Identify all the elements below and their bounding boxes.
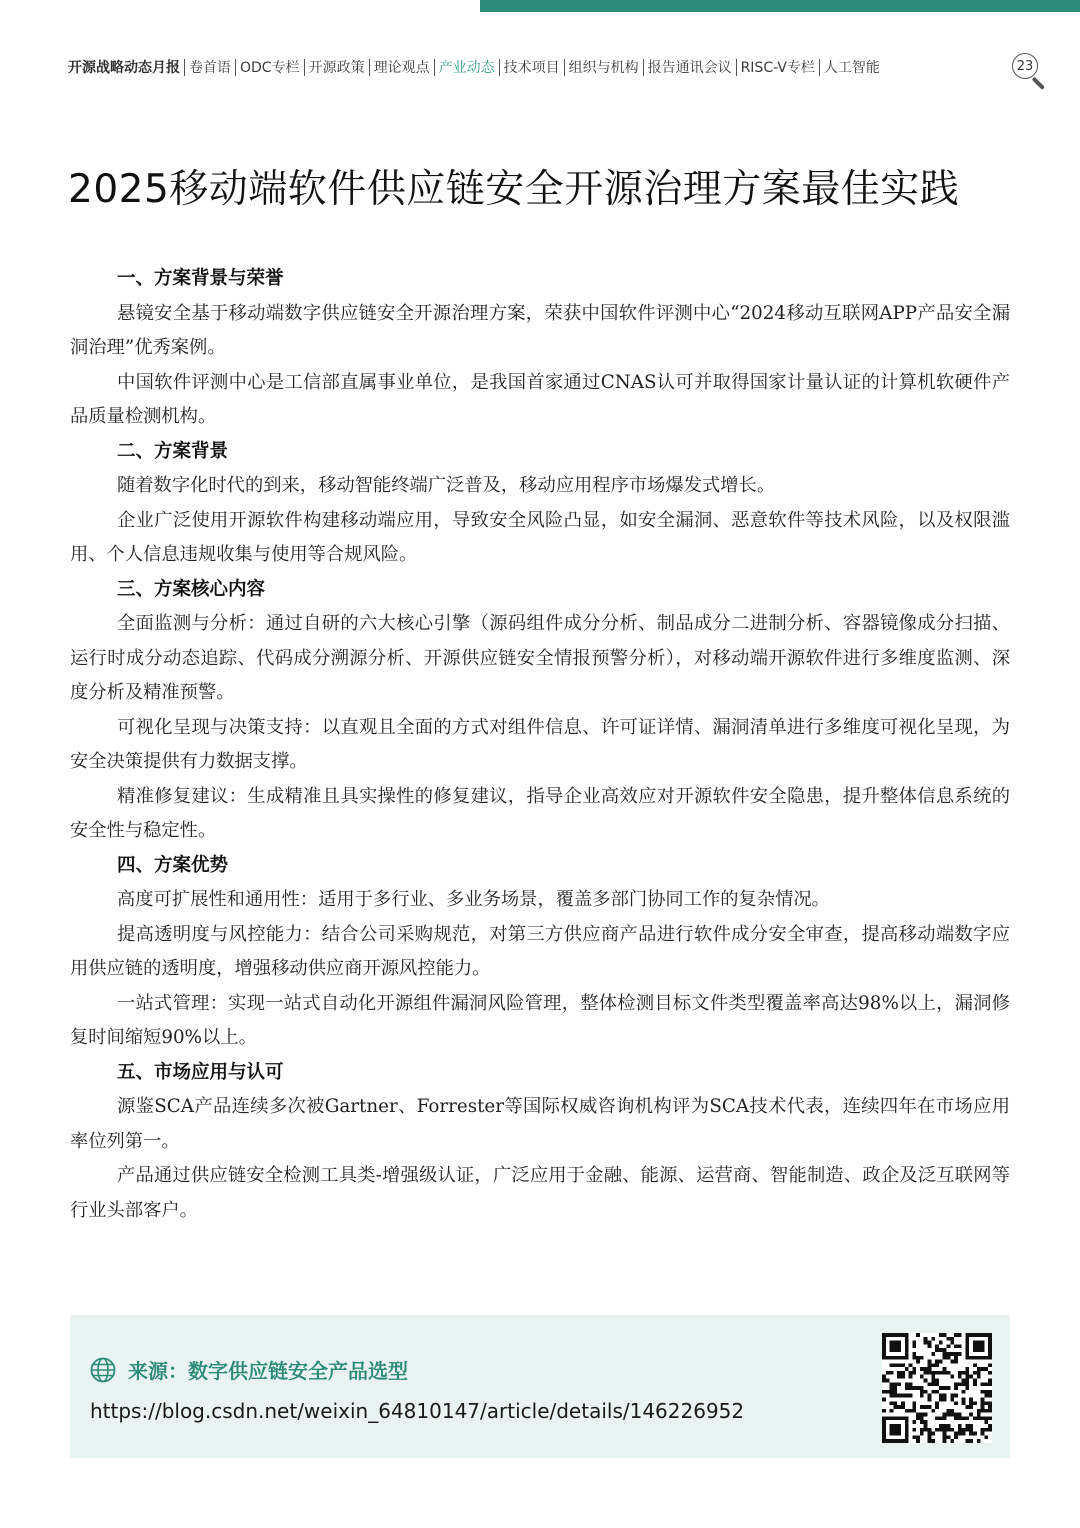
source-label: 来源：数字供应链安全产品选型	[128, 1359, 408, 1383]
article-body	[70, 262, 1010, 1228]
section-heading: 五、市场应用与认可	[117, 1061, 284, 1083]
source-url-link[interactable]: https://blog.csdn.net/weixin_64810147/article/details/146226952	[90, 1399, 745, 1423]
nav-item[interactable]: 组织与机构	[568, 60, 639, 76]
paragraph: 一站式管理：实现一站式自动化开源组件漏洞风险管理，整体检测目标文件类型覆盖率高达98%以上，漏洞修复时间缩短90%以上。	[70, 992, 1010, 1048]
top-accent-bar	[480, 0, 1080, 12]
nav-item-active[interactable]: 产业动态	[438, 60, 495, 76]
paragraph: 提高透明度与风控能力：结合公司采购规范，对第三方供应商产品进行软件成分安全审查，提高移动端数字应用供应链的透明度，增强移动供应商开源风控能力。	[70, 923, 1010, 979]
nav-item[interactable]: 卷首语	[189, 60, 231, 76]
source-box	[70, 1315, 1010, 1458]
nav-brand: 开源战略动态月报	[68, 60, 180, 76]
paragraph: 全面监测与分析：通过自研的六大核心引擎（源码组件成分分析、制品成分二进制分析、容器镜像成分扫描、运行时成分动态追踪、代码成分溯源分析、开源供应链安全情报预警分析），对移动端开源软件进行多维度监测、深度分析及精准预警。	[70, 613, 1010, 703]
paragraph: 精准修复建议：生成精准且具实操性的修复建议，指导企业高效应对开源软件安全隐患，提升整体信息系统的安全性与稳定性。	[70, 785, 1010, 841]
nav-item[interactable]: 开源政策	[308, 60, 365, 76]
paragraph: 企业广泛使用开源软件构建移动端应用，导致安全风险凸显，如安全漏洞、恶意软件等技术风险，以及权限滥用、个人信息违规收集与使用等合规风险。	[70, 509, 1010, 565]
section-heading: 二、方案背景	[117, 440, 229, 462]
nav-item[interactable]: 理论观点	[373, 60, 430, 76]
paragraph: 源鉴SCA产品连续多次被Gartner、Forrester等国际权威咨询机构评为SCA技术代表，连续四年在市场应用率位列第一。	[70, 1096, 1010, 1152]
section-heading: 一、方案背景与荣誉	[117, 268, 284, 289]
section-heading: 三、方案核心内容	[117, 578, 266, 600]
section-nav	[68, 56, 880, 78]
paragraph: 悬镜安全基于移动端数字供应链安全开源治理方案，荣获中国软件评测中心“2024移动互联网APP产品安全漏洞治理”优秀案例。	[70, 302, 1010, 358]
nav-item[interactable]: RISC-V专栏	[740, 60, 815, 76]
paragraph: 可视化呈现与决策支持：以直观且全面的方式对组件信息、许可证详情、漏洞清单进行多维度可视化呈现，为安全决策提供有力数据支撑。	[70, 716, 1010, 772]
paragraph: 中国软件评测中心是工信部直属事业单位，是我国首家通过CNAS认可并取得国家计量认证的计算机软硬件产品质量检测机构。	[70, 371, 1010, 427]
paragraph: 高度可扩展性和通用性：适用于多行业、多业务场景，覆盖多部门协同工作的复杂情况。	[117, 889, 830, 910]
qr-code	[882, 1333, 992, 1443]
paragraph: 随着数字化时代的到来，移动智能终端广泛普及，移动应用程序市场爆发式增长。	[117, 475, 776, 496]
article-title: 2025移动端软件供应链安全开源治理方案最佳实践	[68, 167, 960, 212]
nav-item[interactable]: 技术项目	[503, 60, 560, 76]
paragraph: 产品通过供应链安全检测工具类-增强级认证，广泛应用于金融、能源、运营商、智能制造、政企及泛互联网等行业头部客户。	[70, 1165, 1010, 1221]
nav-item[interactable]: 报告通讯会议	[647, 60, 732, 76]
nav-item[interactable]: 人工智能	[823, 60, 880, 76]
section-heading: 四、方案优势	[117, 854, 229, 876]
source-title	[90, 1355, 408, 1384]
page-number-magnifier-icon	[1012, 53, 1050, 91]
page-number: 23	[1012, 53, 1038, 79]
nav-item[interactable]: ODC专栏	[240, 60, 300, 76]
globe-icon	[90, 1357, 116, 1383]
